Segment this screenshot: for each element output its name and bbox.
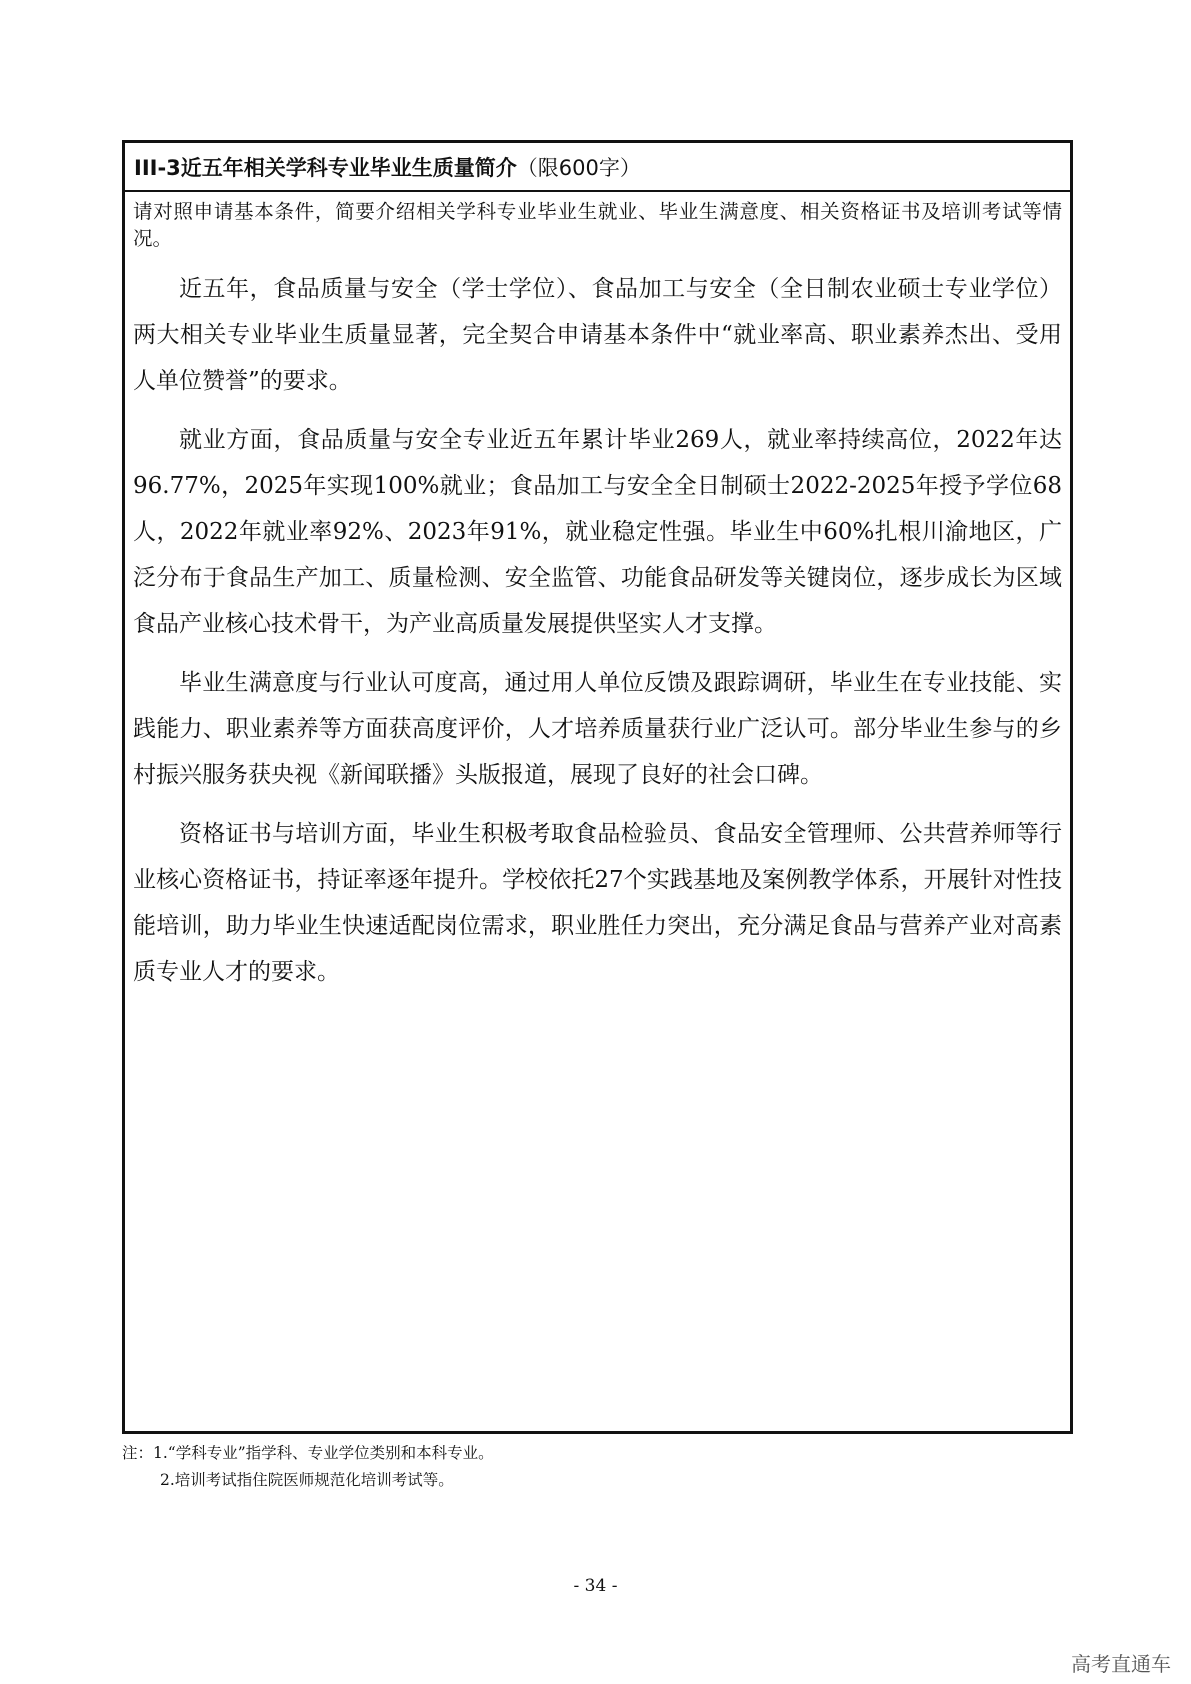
paragraph-overview: 近五年，食品质量与安全（学士学位）、食品加工与安全（全日制农业硕士专业学位）两大相关专业毕业生质量显著，完全契合申请基本条件中“就业率高、职业素养杰出、受用人单位赞誉”的要求。 (133, 276, 1062, 394)
summary-body (133, 266, 1062, 995)
paragraph-employment: 就业方面，食品质量与安全专业近五年累计毕业269人，就业率持续高位，2022年达96.77%，2025年实现100%就业；食品加工与安全全日制硕士2022-2025年授予学位68人，2022年就业率92%、2023年91%，就业稳定性强。毕业生中60%扎根川渝地区，广泛分布于食品生产加工、质量检测、安全监管、功能食品研发等关键岗位，逐步成长为区域食品产业核心技术骨干，为产业高质量发展提供坚实人才支撑。 (133, 427, 1062, 637)
page-number: - 34 - (573, 1576, 618, 1596)
section-title: 近五年相关学科专业毕业生质量简介 (180, 156, 517, 180)
instruction-text: 请对照申请基本条件，简要介绍相关学科专业毕业生就业、毕业生满意度、相关资格证书及培训考试等情况。 (133, 200, 1062, 250)
footnotes (122, 1440, 494, 1494)
paragraph-certification: 资格证书与培训方面，毕业生积极考取食品检验员、食品安全管理师、公共营养师等行业核心资格证书，持证率逐年提升。学校依托27个实践基地及案例教学体系，开展针对性技能培训，助力毕业生快速适配岗位需求，职业胜任力突出，充分满足食品与营养产业对高素质专业人才的要求。 (133, 821, 1062, 985)
footnote-1: 注：1.“学科专业”指学科、专业学位类别和本科专业。 (122, 1444, 494, 1462)
word-limit: （限600字） (516, 156, 641, 180)
paragraph-satisfaction: 毕业生满意度与行业认可度高，通过用人单位反馈及跟踪调研，毕业生在专业技能、实践能力、职业素养等方面获高度评价，人才培养质量获行业广泛认可。部分毕业生参与的乡村振兴服务获央视《新闻联播》头版报道，展现了良好的社会口碑。 (133, 670, 1062, 788)
section-code: III-3 (134, 156, 181, 180)
section-header (125, 143, 1070, 192)
footnote-2: 2.培训考试指住院医师规范化培训考试等。 (160, 1471, 454, 1489)
quality-summary-form (122, 140, 1073, 1434)
watermark-text: 高考直通车 (1071, 1652, 1171, 1676)
